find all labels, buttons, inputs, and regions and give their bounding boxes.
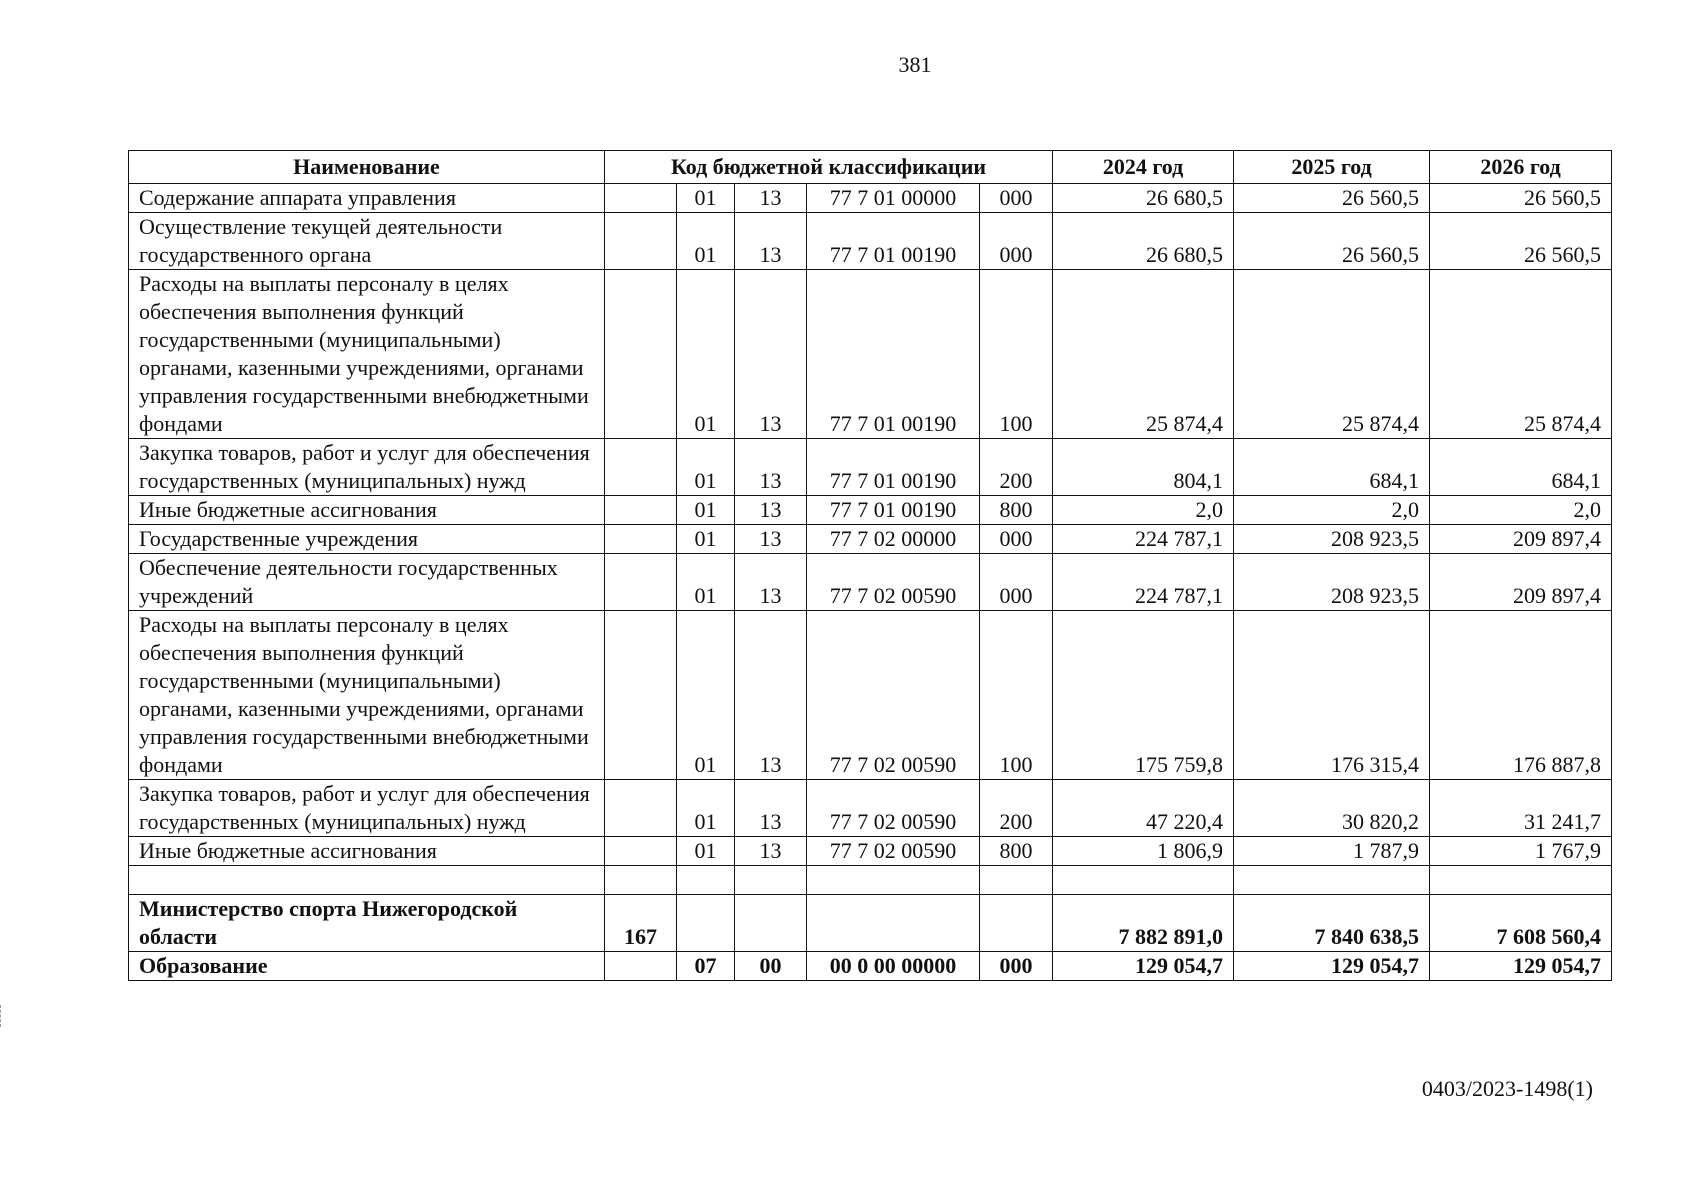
cell-2024: 26 680,5 <box>1053 184 1234 213</box>
cell-name: Иные бюджетные ассигнования <box>129 837 605 866</box>
table-body <box>129 184 1612 981</box>
cell-code-subsection: 13 <box>735 554 807 611</box>
cell-name: Закупка товаров, работ и услуг для обеспечения государственных (муниципальных) нужд <box>129 439 605 496</box>
cell-name: Осуществление текущей деятельности государственного органа <box>129 213 605 270</box>
cell-2026: 2,0 <box>1430 496 1612 525</box>
cell-code-section: 01 <box>677 525 735 554</box>
cell-2024 <box>1053 866 1234 895</box>
cell-code-section: 07 <box>677 952 735 981</box>
cell-code-expense-type: 200 <box>980 780 1053 837</box>
cell-code-expense-type: 000 <box>980 525 1053 554</box>
cell-code-expense-type <box>980 895 1053 952</box>
cell-code-expense-type: 800 <box>980 496 1053 525</box>
cell-code-subsection: 13 <box>735 525 807 554</box>
cell-code-expense-type: 100 <box>980 611 1053 780</box>
cell-code-target: 77 7 02 00590 <box>807 837 980 866</box>
table-row <box>129 525 1612 554</box>
table-row <box>129 780 1612 837</box>
header-2026: 2026 год <box>1430 151 1612 184</box>
cell-code-subsection: 13 <box>735 270 807 439</box>
cell-code-target <box>807 866 980 895</box>
cell-code-expense-type: 000 <box>980 554 1053 611</box>
cell-code-subsection: 13 <box>735 837 807 866</box>
table-row <box>129 213 1612 270</box>
header-code: Код бюджетной классификации <box>605 151 1053 184</box>
cell-2026: 129 054,7 <box>1430 952 1612 981</box>
table-row <box>129 837 1612 866</box>
cell-name <box>129 866 605 895</box>
cell-code-ministry <box>605 439 677 496</box>
scan-edge-mark <box>0 1005 3 1027</box>
cell-code-ministry <box>605 611 677 780</box>
cell-2026 <box>1430 866 1612 895</box>
cell-2024: 7 882 891,0 <box>1053 895 1234 952</box>
cell-code-subsection: 13 <box>735 184 807 213</box>
cell-name: Обеспечение деятельности государственных учреждений <box>129 554 605 611</box>
cell-code-subsection: 13 <box>735 439 807 496</box>
cell-code-target: 77 7 01 00000 <box>807 184 980 213</box>
cell-2025: 684,1 <box>1234 439 1430 496</box>
cell-code-section: 01 <box>677 184 735 213</box>
cell-name: Содержание аппарата управления <box>129 184 605 213</box>
cell-name: Закупка товаров, работ и услуг для обеспечения государственных (муниципальных) нужд <box>129 780 605 837</box>
cell-code-section: 01 <box>677 554 735 611</box>
header-name: Наименование <box>129 151 605 184</box>
cell-code-section <box>677 895 735 952</box>
cell-code-ministry <box>605 213 677 270</box>
cell-2025: 7 840 638,5 <box>1234 895 1430 952</box>
cell-code-subsection: 13 <box>735 496 807 525</box>
table-row <box>129 952 1612 981</box>
page-number: 381 <box>898 52 932 77</box>
cell-name: Расходы на выплаты персоналу в целях обеспечения выполнения функций государственными (муниципальными) органами, казенными учреждениями, органами управления государственными внебюджетными фондами <box>129 270 605 439</box>
cell-2025: 176 315,4 <box>1234 611 1430 780</box>
cell-2024: 804,1 <box>1053 439 1234 496</box>
cell-name: Образование <box>129 952 605 981</box>
cell-code-expense-type: 100 <box>980 270 1053 439</box>
cell-2024: 1 806,9 <box>1053 837 1234 866</box>
cell-2026: 25 874,4 <box>1430 270 1612 439</box>
cell-code-expense-type: 800 <box>980 837 1053 866</box>
cell-code-section: 01 <box>677 439 735 496</box>
cell-2026: 176 887,8 <box>1430 611 1612 780</box>
cell-code-section: 01 <box>677 611 735 780</box>
cell-code-ministry <box>605 780 677 837</box>
table-row <box>129 439 1612 496</box>
cell-2025: 25 874,4 <box>1234 270 1430 439</box>
document-id: 0403/2023-1498(1) <box>1421 1076 1593 1101</box>
cell-code-subsection <box>735 866 807 895</box>
cell-2024: 224 787,1 <box>1053 554 1234 611</box>
cell-2026: 31 241,7 <box>1430 780 1612 837</box>
cell-code-expense-type: 000 <box>980 952 1053 981</box>
cell-2025: 2,0 <box>1234 496 1430 525</box>
cell-code-expense-type: 200 <box>980 439 1053 496</box>
cell-name: Министерство спорта Нижегородской области <box>129 895 605 952</box>
cell-code-section: 01 <box>677 270 735 439</box>
cell-2025: 1 787,9 <box>1234 837 1430 866</box>
cell-code-ministry <box>605 952 677 981</box>
cell-2025: 208 923,5 <box>1234 554 1430 611</box>
cell-code-section: 01 <box>677 496 735 525</box>
cell-2026: 684,1 <box>1430 439 1612 496</box>
cell-2024: 26 680,5 <box>1053 213 1234 270</box>
cell-code-expense-type <box>980 866 1053 895</box>
table-row <box>129 184 1612 213</box>
cell-code-subsection: 00 <box>735 952 807 981</box>
cell-2026: 1 767,9 <box>1430 837 1612 866</box>
cell-code-target: 77 7 01 00190 <box>807 213 980 270</box>
cell-code-expense-type: 000 <box>980 213 1053 270</box>
cell-name: Государственные учреждения <box>129 525 605 554</box>
cell-code-target <box>807 895 980 952</box>
cell-code-ministry <box>605 525 677 554</box>
cell-2026: 26 560,5 <box>1430 184 1612 213</box>
cell-code-expense-type: 000 <box>980 184 1053 213</box>
cell-code-target: 77 7 02 00590 <box>807 611 980 780</box>
table-row <box>129 270 1612 439</box>
cell-code-target: 00 0 00 00000 <box>807 952 980 981</box>
cell-2026: 209 897,4 <box>1430 525 1612 554</box>
header-2025: 2025 год <box>1234 151 1430 184</box>
cell-code-subsection: 13 <box>735 213 807 270</box>
cell-code-target: 77 7 01 00190 <box>807 439 980 496</box>
cell-2024: 25 874,4 <box>1053 270 1234 439</box>
cell-2025: 26 560,5 <box>1234 184 1430 213</box>
cell-code-target: 77 7 01 00190 <box>807 496 980 525</box>
cell-code-subsection: 13 <box>735 611 807 780</box>
cell-2026: 26 560,5 <box>1430 213 1612 270</box>
table-row <box>129 895 1612 952</box>
cell-code-target: 77 7 02 00590 <box>807 554 980 611</box>
cell-2024: 224 787,1 <box>1053 525 1234 554</box>
cell-code-target: 77 7 01 00190 <box>807 270 980 439</box>
cell-name: Расходы на выплаты персоналу в целях обеспечения выполнения функций государственными (муниципальными) органами, казенными учреждениями, органами управления государственными внебюджетными фондами <box>129 611 605 780</box>
cell-2025: 129 054,7 <box>1234 952 1430 981</box>
cell-code-target: 77 7 02 00000 <box>807 525 980 554</box>
cell-2025: 26 560,5 <box>1234 213 1430 270</box>
cell-2026: 209 897,4 <box>1430 554 1612 611</box>
cell-code-subsection <box>735 895 807 952</box>
table-row-empty <box>129 866 1612 895</box>
cell-code-ministry <box>605 554 677 611</box>
cell-2025: 208 923,5 <box>1234 525 1430 554</box>
cell-code-ministry <box>605 184 677 213</box>
cell-2025: 30 820,2 <box>1234 780 1430 837</box>
table-row <box>129 554 1612 611</box>
cell-code-section: 01 <box>677 213 735 270</box>
table-header-row <box>129 151 1612 184</box>
cell-code-ministry <box>605 866 677 895</box>
header-2024: 2024 год <box>1053 151 1234 184</box>
cell-2024: 129 054,7 <box>1053 952 1234 981</box>
cell-2024: 47 220,4 <box>1053 780 1234 837</box>
table-row <box>129 496 1612 525</box>
cell-2026: 7 608 560,4 <box>1430 895 1612 952</box>
cell-code-section: 01 <box>677 837 735 866</box>
cell-2024: 175 759,8 <box>1053 611 1234 780</box>
cell-2025 <box>1234 866 1430 895</box>
cell-code-ministry <box>605 837 677 866</box>
cell-code-ministry: 167 <box>605 895 677 952</box>
cell-code-ministry <box>605 496 677 525</box>
budget-table <box>128 150 1612 981</box>
cell-code-ministry <box>605 270 677 439</box>
cell-code-subsection: 13 <box>735 780 807 837</box>
cell-name: Иные бюджетные ассигнования <box>129 496 605 525</box>
cell-code-section: 01 <box>677 780 735 837</box>
cell-code-target: 77 7 02 00590 <box>807 780 980 837</box>
cell-code-section <box>677 866 735 895</box>
cell-2024: 2,0 <box>1053 496 1234 525</box>
table-row <box>129 611 1612 780</box>
